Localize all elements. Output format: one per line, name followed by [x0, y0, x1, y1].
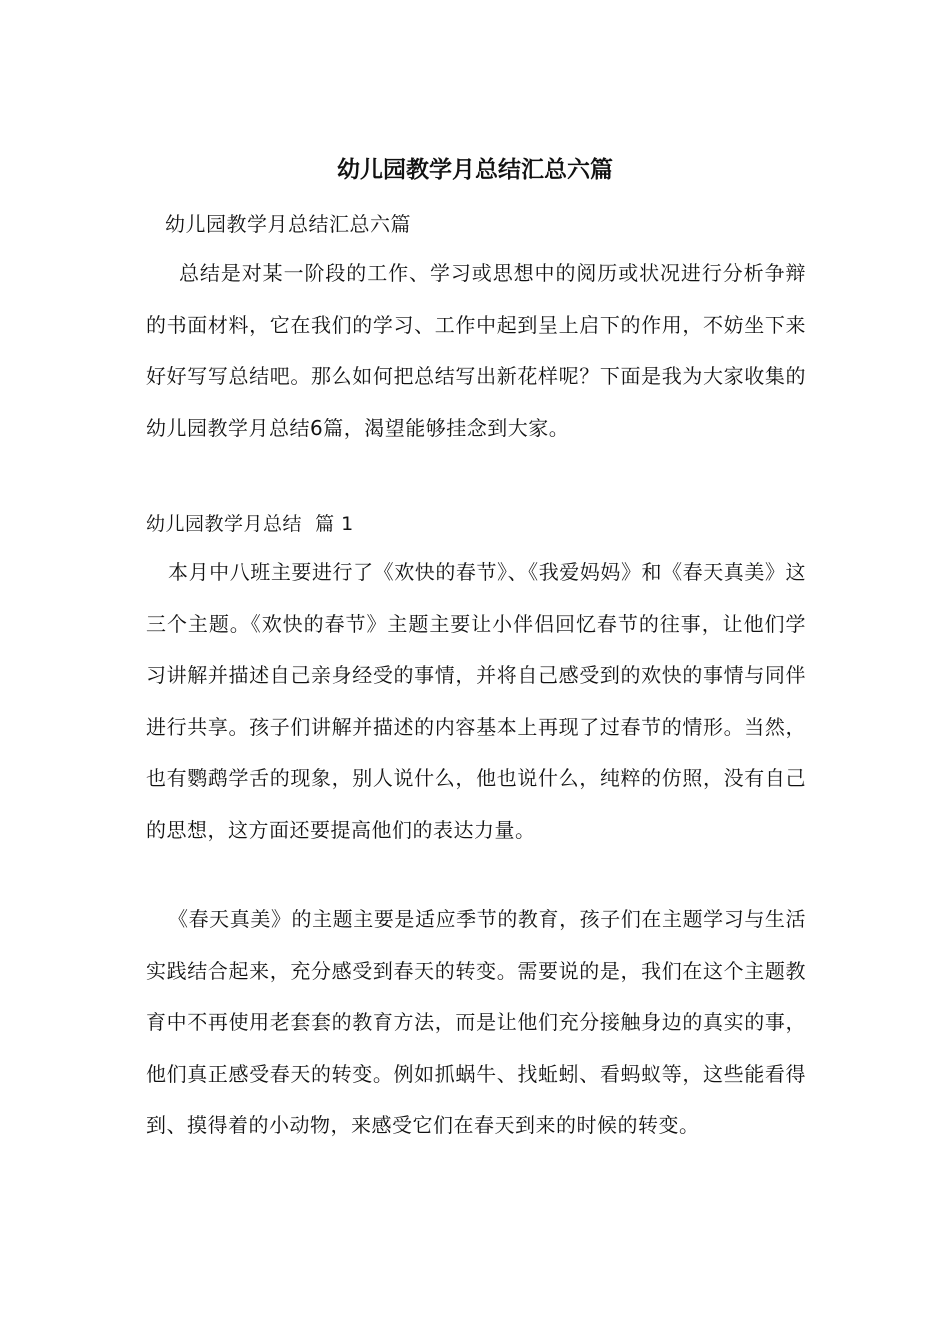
- document-title: 幼儿园教学月总结汇总六篇: [337, 157, 613, 183]
- intro-paragraph: 总结是对某一阶段的工作、学习或思想中的阅历或状况进行分析争辩的书面材料，它在我们的学习、工作中起到呈上启下的作用，不妨坐下来好好写写总结吧。那么如何把总结写出新花样呢？下面是我为大家收集的幼儿园教学月总结6篇，渴望能够挂念到大家。: [146, 261, 806, 440]
- body-paragraph-1: 本月中八班主要进行了《欢快的春节》、《我爱妈妈》和《春天真美》这三个主题。《欢快的春节》主题主要让小伴侣回忆春节的往事，让他们学习讲解并描述自己亲身经受的事情，并将自己感受到的欢快的事情与同伴进行共享。孩子们讲解并描述的内容基本上再现了过春节的情形。当然，也有鹦鹉学舌的现象，别人说什么，他也说什么，纯粹的仿照，没有自己的思想，这方面还要提高他们的表达力量。: [146, 560, 806, 842]
- section-heading: 幼儿园教学月总结 篇 1: [146, 513, 354, 535]
- document-subtitle: 幼儿园教学月总结汇总六篇: [165, 212, 411, 236]
- body-paragraph-2: 《春天真美》的主题主要是适应季节的教育，孩子们在主题学习与生活实践结合起来，充分感受到春天的转变。需要说的是，我们在这个主题教育中不再使用老套套的教育方法，而是让他们充分接触身边的真实的事，他们真正感受春天的转变。例如抓蜗牛、找蚯蚓、看蚂蚁等，这些能看得到、摸得着的小动物，来感受它们在春天到来的时候的转变。: [146, 907, 806, 1137]
